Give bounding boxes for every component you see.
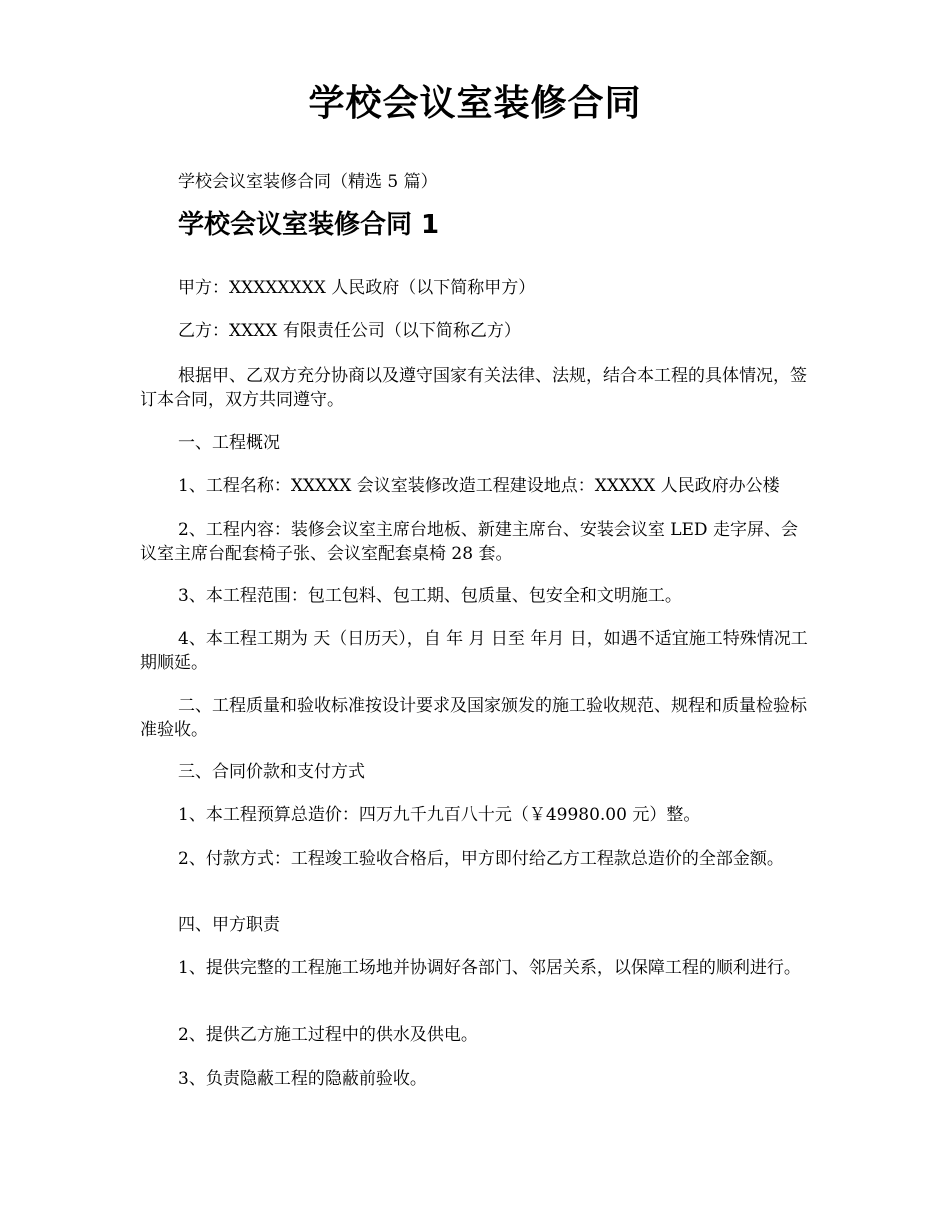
section-heading: 学校会议室装修合同 1 [178, 210, 440, 240]
paragraph-budget: 1、本工程预算总造价：四万九千九百八十元（￥49980.00 元）整。 [178, 805, 701, 825]
paragraph-duty-3: 3、负责隐蔽工程的隐蔽前验收。 [178, 1069, 427, 1089]
paragraph-duty-2: 2、提供乙方施工过程中的供水及供电。 [178, 1025, 478, 1045]
subtitle: 学校会议室装修合同（精选 5 篇） [178, 172, 438, 192]
paragraph-payment: 2、付款方式：工程竣工验收合格后，甲方即付给乙方工程款总造价的全部金额。 [178, 849, 784, 869]
paragraph-project-content: 2、工程内容：装修会议室主席台地板、新建主席台、安装会议室 LED 走字屏、会议室主席台配套椅子张、会议室配套桌椅 28 套。 [140, 520, 798, 564]
paragraph-party-a: 甲方：XXXXXXXX 人民政府（以下简称甲方） [178, 278, 536, 298]
section-2-paragraph: 二、工程质量和验收标准按设计要求及国家颁发的施工验收规范、规程和质量检验标准验收。 [140, 696, 807, 740]
paragraph-project-duration: 4、本工程工期为 天（日历天），自 年 月 日至 年月 日，如遇不适宜施工特殊情况工期顺延。 [140, 629, 808, 673]
section-1-heading: 一、工程概况 [178, 433, 280, 453]
section-3-heading: 三、合同价款和支付方式 [178, 762, 365, 782]
paragraph-preamble: 根据甲、乙双方充分协商以及遵守国家有关法律、法规，结合本工程的具体情况，签订本合同，双方共同遵守。 [140, 366, 807, 410]
paragraph-duty-1: 1、提供完整的工程施工场地并协调好各部门、邻居关系，以保障工程的顺利进行。 [178, 958, 801, 978]
paragraph-project-name: 1、工程名称：XXXXX 会议室装修改造工程建设地点：XXXXX 人民政府办公楼 [178, 476, 780, 496]
document-title: 学校会议室装修合同 [308, 83, 642, 124]
paragraph-party-b: 乙方：XXXX 有限责任公司（以下简称乙方） [178, 321, 521, 341]
section-4-heading: 四、甲方职责 [178, 915, 280, 935]
paragraph-project-scope: 3、本工程范围：包工包料、包工期、包质量、包安全和文明施工。 [178, 586, 682, 606]
